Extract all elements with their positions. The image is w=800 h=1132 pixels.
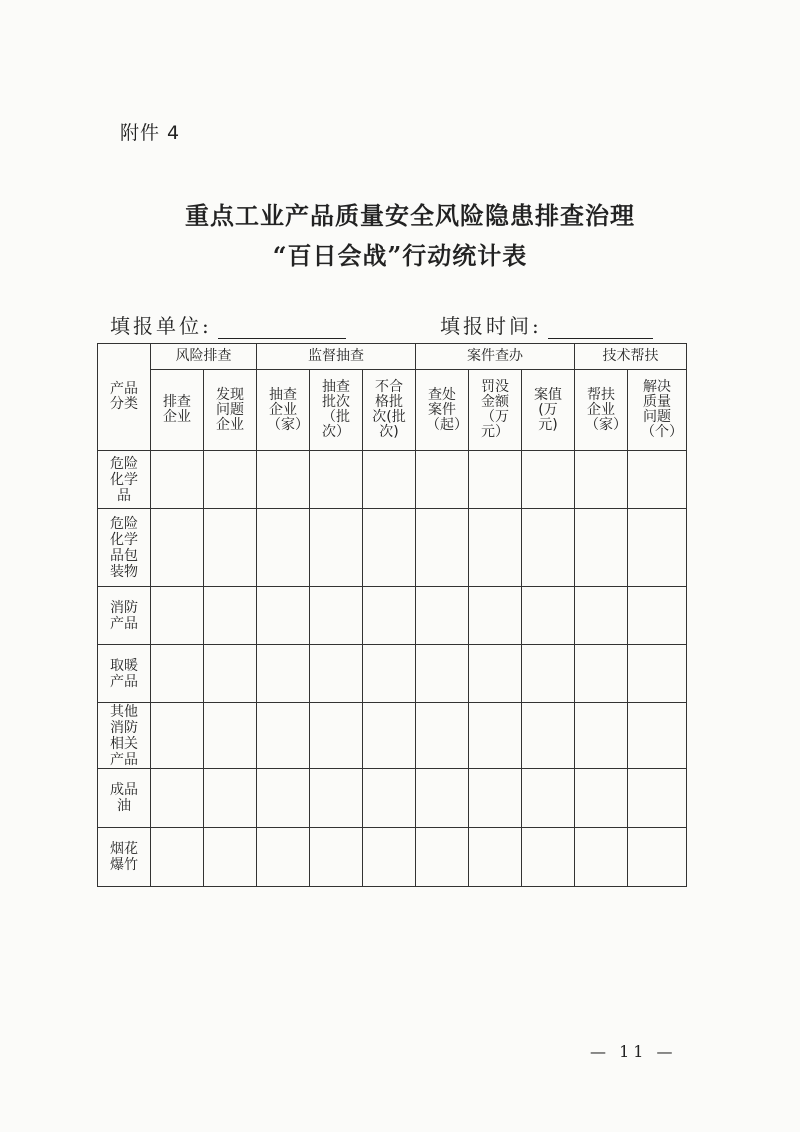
row-label: 危险化学品 (110, 455, 138, 504)
fill-unit-blank[interactable] (218, 316, 346, 339)
row-label-cell (98, 451, 151, 509)
data-cell[interactable] (310, 828, 363, 887)
column-header: 抽查批次（批次） (310, 370, 363, 451)
row-label: 其他消防相关产品 (110, 703, 138, 768)
row-label: 危险化学品包装物 (110, 515, 138, 580)
column-header: 罚没金额（万元） (469, 370, 522, 451)
page-title-line2: “百日会战”行动统计表 (272, 241, 528, 270)
row-label-cell (98, 645, 151, 703)
data-cell[interactable] (204, 509, 257, 587)
group-header-case-handling: 案件查办 (416, 344, 575, 370)
data-cell[interactable] (151, 509, 204, 587)
data-cell[interactable] (416, 645, 469, 703)
data-cell[interactable] (310, 587, 363, 645)
column-header: 排查企业 (151, 370, 204, 451)
column-header: 抽查企业（家） (257, 370, 310, 451)
statistics-table (97, 343, 687, 887)
data-cell[interactable] (310, 645, 363, 703)
data-cell[interactable] (363, 645, 416, 703)
data-cell[interactable] (204, 703, 257, 769)
page-number: — 11 — (590, 1042, 677, 1061)
data-cell[interactable] (363, 828, 416, 887)
data-cell[interactable] (416, 828, 469, 887)
data-cell[interactable] (469, 769, 522, 828)
data-cell[interactable] (151, 769, 204, 828)
data-cell[interactable] (522, 703, 575, 769)
data-cell[interactable] (257, 645, 310, 703)
data-cell[interactable] (522, 509, 575, 587)
column-header: 发现问题企业 (204, 370, 257, 451)
data-cell[interactable] (575, 828, 628, 887)
row-label-cell (98, 703, 151, 769)
data-cell[interactable] (363, 769, 416, 828)
data-cell[interactable] (204, 587, 257, 645)
data-cell[interactable] (575, 451, 628, 509)
row-label: 烟花爆竹 (110, 841, 138, 873)
column-header: 不合格批次(批次) (363, 370, 416, 451)
data-cell[interactable] (416, 509, 469, 587)
data-cell[interactable] (257, 587, 310, 645)
page-title-line1: 重点工业产品质量安全风险隐患排查治理 (185, 201, 635, 230)
data-cell[interactable] (469, 703, 522, 769)
group-header-risk-screening: 风险排查 (151, 344, 257, 370)
column-header: 解决质量问题（个） (628, 370, 687, 451)
data-cell[interactable] (575, 645, 628, 703)
data-cell[interactable] (204, 769, 257, 828)
table-row (98, 645, 687, 703)
fill-time-field (440, 310, 653, 339)
data-cell[interactable] (628, 451, 687, 509)
data-cell[interactable] (416, 703, 469, 769)
fill-time-label: 填报时间: (440, 314, 542, 338)
data-cell[interactable] (469, 828, 522, 887)
data-cell[interactable] (575, 587, 628, 645)
data-cell[interactable] (522, 769, 575, 828)
data-cell[interactable] (522, 645, 575, 703)
data-cell[interactable] (363, 703, 416, 769)
data-cell[interactable] (257, 828, 310, 887)
data-cell[interactable] (257, 703, 310, 769)
data-cell[interactable] (310, 769, 363, 828)
data-cell[interactable] (575, 703, 628, 769)
fill-unit-label: 填报单位: (110, 314, 212, 338)
data-cell[interactable] (204, 645, 257, 703)
table-row (98, 451, 687, 509)
table-row (98, 587, 687, 645)
data-cell[interactable] (469, 509, 522, 587)
data-cell[interactable] (257, 769, 310, 828)
data-cell[interactable] (310, 703, 363, 769)
data-cell[interactable] (416, 769, 469, 828)
data-cell[interactable] (310, 451, 363, 509)
data-cell[interactable] (204, 451, 257, 509)
row-label-cell (98, 509, 151, 587)
column-header: 案值(万元) (522, 370, 575, 451)
data-cell[interactable] (151, 587, 204, 645)
row-label: 成品油 (110, 782, 138, 814)
column-header: 帮扶企业（家） (575, 370, 628, 451)
table-row (98, 509, 687, 587)
data-cell[interactable] (469, 587, 522, 645)
data-cell[interactable] (151, 451, 204, 509)
category-header: 产品分类 (98, 344, 151, 451)
row-label-cell (98, 587, 151, 645)
data-cell[interactable] (363, 509, 416, 587)
data-cell[interactable] (628, 703, 687, 769)
row-label: 取暖产品 (110, 657, 138, 690)
data-cell[interactable] (575, 769, 628, 828)
data-cell[interactable] (363, 451, 416, 509)
table-row (98, 769, 687, 828)
data-cell[interactable] (363, 587, 416, 645)
data-cell[interactable] (257, 451, 310, 509)
group-header-technical-assistance: 技术帮扶 (575, 344, 687, 370)
fill-time-blank[interactable] (548, 316, 653, 339)
data-cell[interactable] (310, 509, 363, 587)
data-cell[interactable] (522, 587, 575, 645)
data-cell[interactable] (469, 451, 522, 509)
column-header: 查处案件（起） (416, 370, 469, 451)
data-cell[interactable] (416, 587, 469, 645)
data-cell[interactable] (628, 828, 687, 887)
data-cell[interactable] (416, 451, 469, 509)
data-cell[interactable] (257, 509, 310, 587)
data-cell[interactable] (575, 509, 628, 587)
data-cell[interactable] (522, 828, 575, 887)
data-cell[interactable] (151, 828, 204, 887)
table-row (98, 828, 687, 887)
row-label-cell (98, 769, 151, 828)
data-cell[interactable] (469, 645, 522, 703)
data-cell[interactable] (151, 645, 204, 703)
data-cell[interactable] (628, 587, 687, 645)
data-cell[interactable] (628, 769, 687, 828)
data-cell[interactable] (204, 828, 257, 887)
group-header-supervision-sampling: 监督抽查 (257, 344, 416, 370)
fill-unit-field (110, 310, 346, 339)
data-cell[interactable] (628, 509, 687, 587)
table-row (98, 703, 687, 769)
data-cell[interactable] (151, 703, 204, 769)
attachment-label: 附件 4 (120, 122, 181, 144)
row-label-cell (98, 828, 151, 887)
row-label: 消防产品 (110, 599, 138, 632)
data-cell[interactable] (628, 645, 687, 703)
data-cell[interactable] (522, 451, 575, 509)
